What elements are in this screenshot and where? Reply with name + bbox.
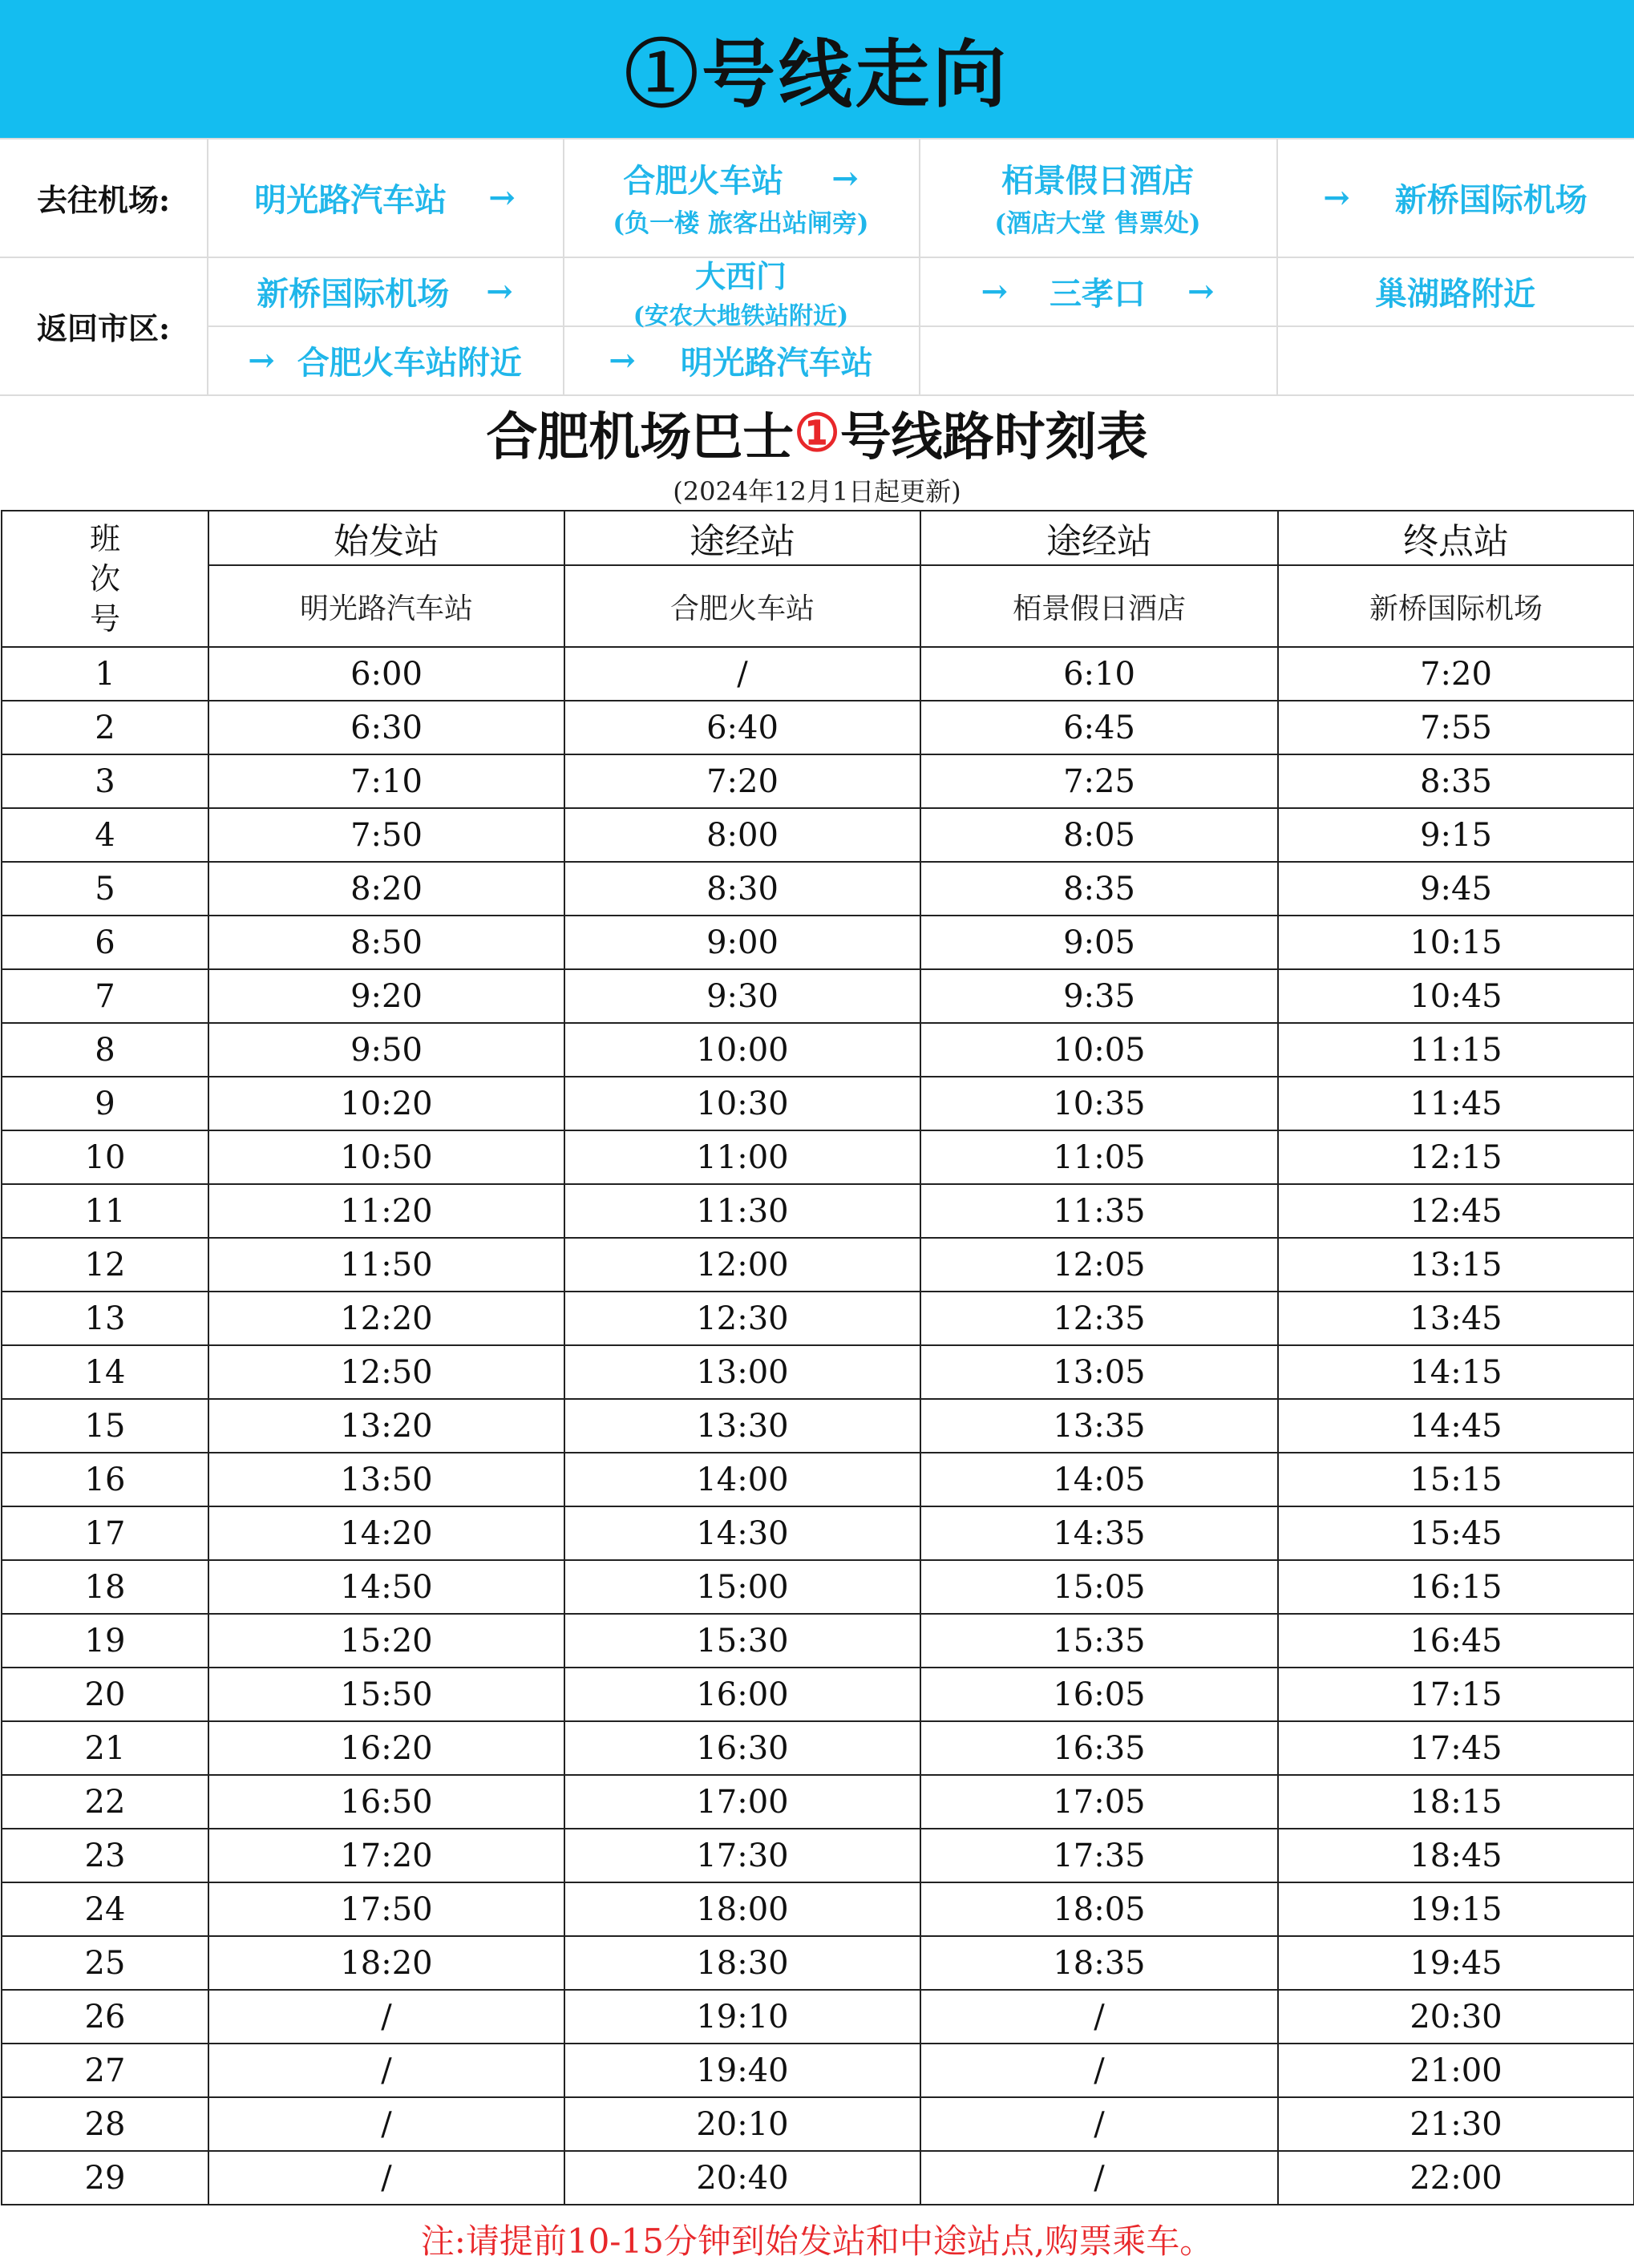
table-row xyxy=(2,1882,1634,1936)
departure-time-cell: 12:20 xyxy=(208,1292,564,1345)
stop-name: 三孝口 xyxy=(1050,274,1146,313)
departure-time-cell: 13:45 xyxy=(1278,1292,1634,1345)
timetable-title xyxy=(0,396,1634,470)
departure-time-cell: 17:30 xyxy=(564,1829,920,1882)
stop-name: 新桥国际机场 xyxy=(1394,180,1587,219)
table-row xyxy=(2,808,1634,862)
stop-note: (负一楼 旅客出站闸旁) xyxy=(613,209,869,238)
departure-time-cell: 11:15 xyxy=(1278,1023,1634,1077)
departure-time-cell: 16:50 xyxy=(208,1775,564,1829)
departure-time-cell: 10:20 xyxy=(208,1077,564,1130)
table-row xyxy=(2,1077,1634,1130)
return-stop-5 xyxy=(207,325,563,394)
departure-time-cell: 13:00 xyxy=(564,1345,920,1399)
departure-time-cell: 10:50 xyxy=(208,1130,564,1184)
column-role: 途经站 xyxy=(564,511,920,565)
outbound-label-cell xyxy=(0,138,207,257)
trip-number-cell: 11 xyxy=(2,1184,208,1238)
trip-number-cell: 26 xyxy=(2,1990,208,2044)
table-row xyxy=(2,754,1634,808)
table-row xyxy=(2,1990,1634,2044)
table-row xyxy=(2,2097,1634,2151)
departure-time-cell: 14:05 xyxy=(920,1453,1278,1506)
trip-number-header-char: 次 xyxy=(89,561,120,596)
departure-time-cell: 9:15 xyxy=(1278,808,1634,862)
departure-time-cell: 11:05 xyxy=(920,1130,1278,1184)
departure-time-cell: 6:45 xyxy=(920,701,1278,754)
departure-time-cell: 18:15 xyxy=(1278,1775,1634,1829)
departure-time-cell: 14:20 xyxy=(208,1506,564,1560)
table-row xyxy=(2,969,1634,1023)
departure-time-cell: 16:45 xyxy=(1278,1614,1634,1668)
trip-number-cell: 22 xyxy=(2,1775,208,1829)
table-row xyxy=(2,1721,1634,1775)
footer-note: 注:请提前10-15分钟到始发站和中途站点,购票乘车。 xyxy=(420,2222,1214,2261)
trip-number-cell: 29 xyxy=(2,2151,208,2205)
departure-time-cell: 9:30 xyxy=(564,969,920,1023)
return-stop-2 xyxy=(563,257,919,330)
return-label-cell xyxy=(0,257,207,394)
table-row xyxy=(2,1775,1634,1829)
departure-time-cell: 12:05 xyxy=(920,1238,1278,1292)
departure-time-cell: 11:45 xyxy=(1278,1077,1634,1130)
departure-time-cell: 13:30 xyxy=(564,1399,920,1453)
departure-time-cell: 15:00 xyxy=(564,1560,920,1614)
departure-time-cell: 21:30 xyxy=(1278,2097,1634,2151)
route-banner-title: ①号线走向 xyxy=(624,31,1009,118)
return-label: 返回市区: xyxy=(36,309,171,346)
table-row xyxy=(2,862,1634,916)
arrow-icon: → xyxy=(1323,178,1350,216)
table-row xyxy=(2,1936,1634,1990)
departure-time-cell: 8:35 xyxy=(1278,754,1634,808)
trip-number-cell: 12 xyxy=(2,1238,208,1292)
departure-time-cell: 8:35 xyxy=(920,862,1278,916)
table-row xyxy=(2,1345,1634,1399)
departure-time-cell: 14:30 xyxy=(564,1506,920,1560)
departure-time-cell: 10:30 xyxy=(564,1077,920,1130)
trip-number-cell: 16 xyxy=(2,1453,208,1506)
departure-time-cell: 14:00 xyxy=(564,1453,920,1506)
timetable-title-prefix: 合肥机场巴士 xyxy=(486,407,795,467)
departure-time-cell: 17:05 xyxy=(920,1775,1278,1829)
trip-number-cell: 17 xyxy=(2,1506,208,1560)
stop-name: 合肥火车站附近 xyxy=(297,343,522,382)
line-number-circle: ① xyxy=(794,402,840,463)
departure-time-cell: 7:50 xyxy=(208,808,564,862)
departure-time-cell: 10:00 xyxy=(564,1023,920,1077)
trip-number-cell: 1 xyxy=(2,647,208,701)
departure-time-cell: 6:10 xyxy=(920,647,1278,701)
departure-time-cell: 8:50 xyxy=(208,916,564,969)
departure-time-cell: 15:15 xyxy=(1278,1453,1634,1506)
outbound-stop-2 xyxy=(563,138,919,257)
stop-name: 巢湖路附近 xyxy=(1375,274,1535,313)
stop-name: 新桥国际机场 xyxy=(257,274,450,313)
arrow-icon: → xyxy=(609,341,636,379)
departure-time-cell: 16:15 xyxy=(1278,1560,1634,1614)
departure-time-cell: 10:15 xyxy=(1278,916,1634,969)
return-stop-6 xyxy=(563,325,919,394)
departure-time-cell: 16:35 xyxy=(920,1721,1278,1775)
departure-time-cell: 18:20 xyxy=(208,1936,564,1990)
trip-number-cell: 9 xyxy=(2,1077,208,1130)
departure-time-cell: / xyxy=(564,647,920,701)
arrow-icon: → xyxy=(248,341,275,379)
departure-time-cell: 19:40 xyxy=(564,2044,920,2097)
departure-time-cell: 13:05 xyxy=(920,1345,1278,1399)
trip-number-cell: 4 xyxy=(2,808,208,862)
departure-time-cell: 20:40 xyxy=(564,2151,920,2205)
departure-time-cell: 19:15 xyxy=(1278,1882,1634,1936)
departure-time-cell: 16:20 xyxy=(208,1721,564,1775)
table-row xyxy=(2,1130,1634,1184)
column-role: 始发站 xyxy=(208,511,564,565)
departure-time-cell: 7:20 xyxy=(1278,647,1634,701)
departure-time-cell: 14:50 xyxy=(208,1560,564,1614)
departure-time-cell: 8:00 xyxy=(564,808,920,862)
table-row xyxy=(2,1668,1634,1721)
trip-number-cell: 8 xyxy=(2,1023,208,1077)
trip-number-cell: 18 xyxy=(2,1560,208,1614)
departure-time-cell: 6:00 xyxy=(208,647,564,701)
departure-time-cell: 12:35 xyxy=(920,1292,1278,1345)
departure-time-cell: 18:45 xyxy=(1278,1829,1634,1882)
trip-number-cell: 28 xyxy=(2,2097,208,2151)
table-row xyxy=(2,1292,1634,1345)
departure-time-cell: / xyxy=(920,2044,1278,2097)
departure-time-cell: 21:00 xyxy=(1278,2044,1634,2097)
departure-time-cell: 14:15 xyxy=(1278,1345,1634,1399)
trip-number-header-char: 号 xyxy=(89,601,120,637)
stop-name: 大西门 xyxy=(694,257,787,294)
column-station: 合肥火车站 xyxy=(564,565,920,647)
arrow-icon: → xyxy=(831,160,859,197)
stop-note: (酒店大堂 售票处) xyxy=(994,209,1201,238)
departure-time-cell: / xyxy=(208,1990,564,2044)
departure-time-cell: 20:30 xyxy=(1278,1990,1634,2044)
table-row xyxy=(2,1023,1634,1077)
departure-time-cell: 11:30 xyxy=(564,1184,920,1238)
departure-time-cell: 18:35 xyxy=(920,1936,1278,1990)
departure-time-cell: 12:00 xyxy=(564,1238,920,1292)
table-row xyxy=(2,701,1634,754)
departure-time-cell: 12:45 xyxy=(1278,1184,1634,1238)
outbound-label: 去往机场: xyxy=(36,181,171,218)
table-row xyxy=(2,1560,1634,1614)
table-row xyxy=(2,1238,1634,1292)
departure-time-cell: 10:05 xyxy=(920,1023,1278,1077)
departure-time-cell: 18:05 xyxy=(920,1882,1278,1936)
column-role: 终点站 xyxy=(1278,511,1634,565)
departure-time-cell: 17:00 xyxy=(564,1775,920,1829)
departure-time-cell: 9:45 xyxy=(1278,862,1634,916)
column-role: 途经站 xyxy=(920,511,1278,565)
departure-time-cell: 15:20 xyxy=(208,1614,564,1668)
departure-time-cell: 6:30 xyxy=(208,701,564,754)
departure-time-cell: 17:45 xyxy=(1278,1721,1634,1775)
departure-time-cell: 19:45 xyxy=(1278,1936,1634,1990)
trip-number-cell: 6 xyxy=(2,916,208,969)
arrow-icon: → xyxy=(486,272,513,310)
departure-time-cell: 15:30 xyxy=(564,1614,920,1668)
route-section xyxy=(0,138,1634,396)
outbound-stop-4 xyxy=(1276,138,1634,257)
trip-number-cell: 13 xyxy=(2,1292,208,1345)
departure-time-cell: 7:55 xyxy=(1278,701,1634,754)
departure-time-cell: 18:00 xyxy=(564,1882,920,1936)
departure-time-cell: 13:20 xyxy=(208,1399,564,1453)
departure-time-cell: 6:40 xyxy=(564,701,920,754)
departure-time-cell: 12:30 xyxy=(564,1292,920,1345)
trip-number-cell: 10 xyxy=(2,1130,208,1184)
trip-number-cell: 23 xyxy=(2,1829,208,1882)
departure-time-cell: 14:35 xyxy=(920,1506,1278,1560)
departure-time-cell: / xyxy=(920,2097,1278,2151)
trip-number-cell: 5 xyxy=(2,862,208,916)
table-row xyxy=(2,2044,1634,2097)
timetable-title-suffix: 号线路时刻表 xyxy=(839,407,1148,467)
departure-time-cell: 17:50 xyxy=(208,1882,564,1936)
departure-time-cell: 15:35 xyxy=(920,1614,1278,1668)
trip-number-cell: 20 xyxy=(2,1668,208,1721)
stop-name: 栢景假日酒店 xyxy=(1001,162,1194,200)
departure-time-cell: 9:05 xyxy=(920,916,1278,969)
trip-number-cell: 2 xyxy=(2,701,208,754)
table-row xyxy=(2,647,1634,701)
table-row xyxy=(2,1184,1634,1238)
route-banner xyxy=(0,0,1634,138)
header-row-stations xyxy=(2,565,1634,647)
table-row xyxy=(2,1506,1634,1560)
departure-time-cell: 22:00 xyxy=(1278,2151,1634,2205)
outbound-stop-3 xyxy=(919,138,1276,257)
timetable-table xyxy=(1,510,1634,2205)
departure-time-cell: 8:05 xyxy=(920,808,1278,862)
column-station: 明光路汽车站 xyxy=(208,565,564,647)
table-row xyxy=(2,1829,1634,1882)
departure-time-cell: 13:50 xyxy=(208,1453,564,1506)
departure-time-cell: 11:35 xyxy=(920,1184,1278,1238)
table-row xyxy=(2,1399,1634,1453)
departure-time-cell: 16:00 xyxy=(564,1668,920,1721)
departure-time-cell: / xyxy=(208,2044,564,2097)
departure-time-cell: 14:45 xyxy=(1278,1399,1634,1453)
outbound-stop-1 xyxy=(207,138,563,257)
departure-time-cell: 13:15 xyxy=(1278,1238,1634,1292)
departure-time-cell: 10:35 xyxy=(920,1077,1278,1130)
arrow-icon: → xyxy=(1187,272,1215,310)
stop-name: 明光路汽车站 xyxy=(680,343,873,382)
table-row xyxy=(2,1453,1634,1506)
departure-time-cell: 16:30 xyxy=(564,1721,920,1775)
departure-time-cell: 15:50 xyxy=(208,1668,564,1721)
return-stop-3 xyxy=(919,257,1276,325)
table-row xyxy=(2,916,1634,969)
departure-time-cell: 16:05 xyxy=(920,1668,1278,1721)
trip-number-cell: 3 xyxy=(2,754,208,808)
trip-number-cell: 14 xyxy=(2,1345,208,1399)
trip-number-cell: 19 xyxy=(2,1614,208,1668)
departure-time-cell: 9:50 xyxy=(208,1023,564,1077)
trip-number-header xyxy=(2,511,208,647)
arrow-icon: → xyxy=(488,178,516,216)
departure-time-cell: / xyxy=(208,2151,564,2205)
stop-note: (安农大地铁站附近) xyxy=(633,301,849,330)
departure-time-cell: 7:25 xyxy=(920,754,1278,808)
departure-time-cell: 12:50 xyxy=(208,1345,564,1399)
trip-number-cell: 24 xyxy=(2,1882,208,1936)
trip-number-cell: 7 xyxy=(2,969,208,1023)
departure-time-cell: 13:35 xyxy=(920,1399,1278,1453)
update-date-note: (2024年12月1日起更新) xyxy=(673,476,961,507)
departure-time-cell: / xyxy=(920,1990,1278,2044)
departure-time-cell: 9:20 xyxy=(208,969,564,1023)
departure-time-cell: 11:20 xyxy=(208,1184,564,1238)
departure-time-cell: 7:20 xyxy=(564,754,920,808)
departure-time-cell: 15:05 xyxy=(920,1560,1278,1614)
departure-time-cell: 11:50 xyxy=(208,1238,564,1292)
departure-time-cell: / xyxy=(208,2097,564,2151)
departure-time-cell: 9:00 xyxy=(564,916,920,969)
departure-time-cell: 8:30 xyxy=(564,862,920,916)
trip-number-header-char: 班 xyxy=(89,521,120,556)
departure-time-cell: 19:10 xyxy=(564,1990,920,2044)
departure-time-cell: 20:10 xyxy=(564,2097,920,2151)
table-row xyxy=(2,1614,1634,1668)
return-stop-4 xyxy=(1276,257,1634,325)
trip-number-cell: 25 xyxy=(2,1936,208,1990)
departure-time-cell: 17:15 xyxy=(1278,1668,1634,1721)
trip-number-cell: 27 xyxy=(2,2044,208,2097)
header-row-roles xyxy=(2,511,1634,565)
stop-name: 明光路汽车站 xyxy=(254,180,447,219)
departure-time-cell: 11:00 xyxy=(564,1130,920,1184)
stop-name: 合肥火车站 xyxy=(623,162,784,200)
departure-time-cell: 17:35 xyxy=(920,1829,1278,1882)
table-row xyxy=(2,2151,1634,2205)
column-station: 栢景假日酒店 xyxy=(920,565,1278,647)
departure-time-cell: 18:30 xyxy=(564,1936,920,1990)
departure-time-cell: 9:35 xyxy=(920,969,1278,1023)
departure-time-cell: 10:45 xyxy=(1278,969,1634,1023)
departure-time-cell: 8:20 xyxy=(208,862,564,916)
column-station: 新桥国际机场 xyxy=(1278,565,1634,647)
departure-time-cell: / xyxy=(920,2151,1278,2205)
return-stop-1 xyxy=(207,257,563,325)
departure-time-cell: 15:45 xyxy=(1278,1506,1634,1560)
departure-time-cell: 7:10 xyxy=(208,754,564,808)
departure-time-cell: 17:20 xyxy=(208,1829,564,1882)
departure-time-cell: 12:15 xyxy=(1278,1130,1634,1184)
trip-number-cell: 15 xyxy=(2,1399,208,1453)
trip-number-cell: 21 xyxy=(2,1721,208,1775)
arrow-icon: → xyxy=(981,272,1008,310)
